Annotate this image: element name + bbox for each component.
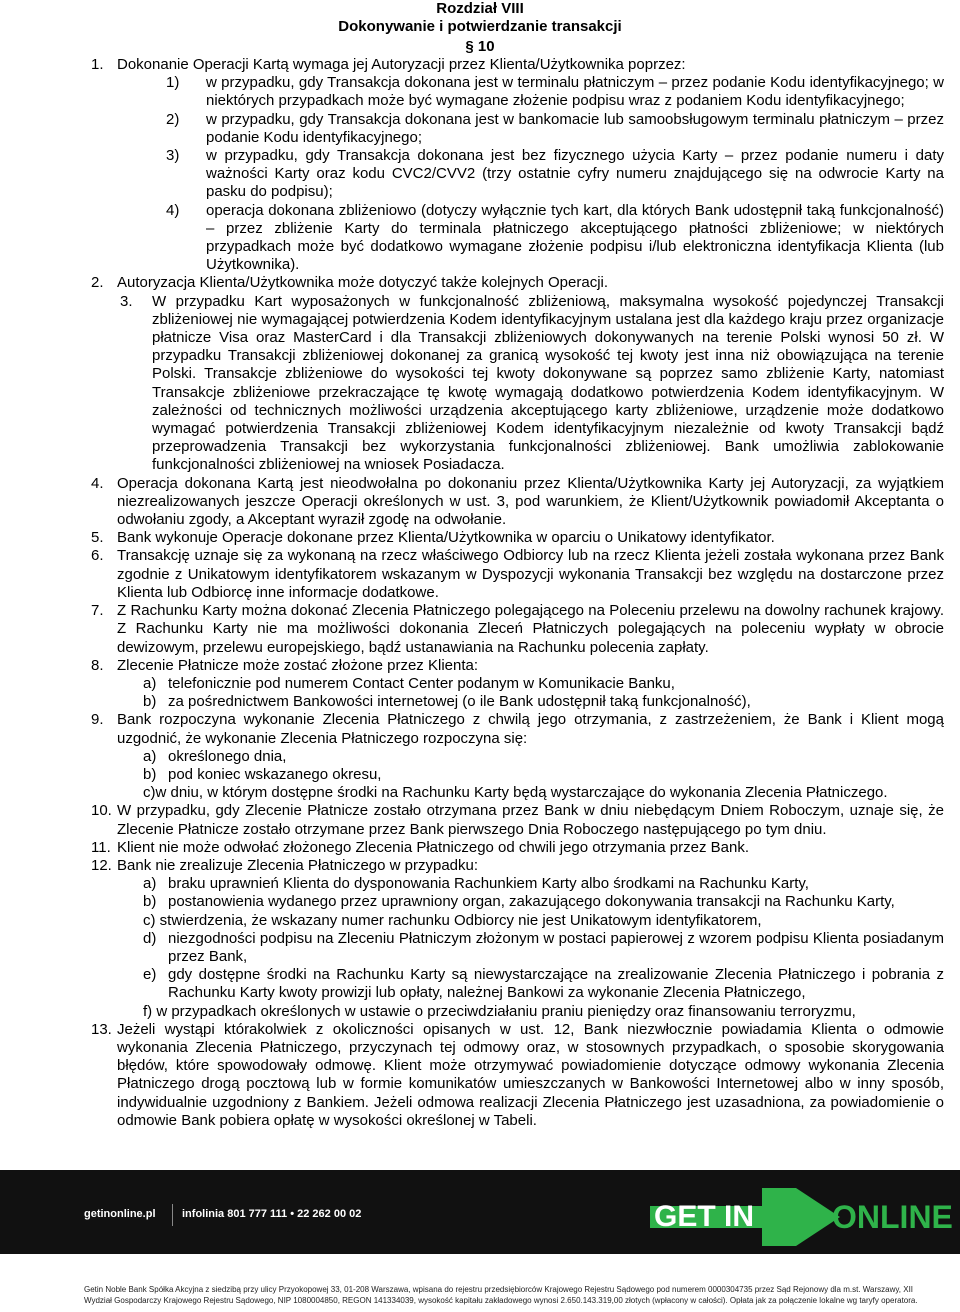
list-item: d) niezgodności podpisu na Zleceniu Płatniczym złożonym w postaci papierowej z wzorem podpisu Klienta posiadanym przez Bank, [143, 929, 944, 965]
list-item: 11. Klient nie może odwołać złożonego Zlecenia Płatniczego od chwili jego otrzymania przez Bank. [91, 838, 750, 856]
logo-text-online: ONLINE [832, 1199, 953, 1235]
list-item: b) pod koniec wskazanego okresu, [143, 765, 382, 783]
list-item: a) telefonicznie pod numerem Contact Center podanym w Komunikacie Banku, [143, 674, 675, 692]
list-item: c) stwierdzenia, że wskazany numer rachunku Odbiorcy nie jest Unikatowym identyfikatorem, [143, 911, 762, 929]
list-item: 4. Operacja dokonana Kartą jest nieodwołalna po dokonaniu przez Klienta/Użytkownika Karty jej Autoryzacji, za wyjątkiem niezrealizowanych jeszcze Operacji określonych w ust. 3, pod warunkiem, że Klient/Użytkownik powiadomił Akceptanta o odwołaniu zgody, a Akceptant wyraził zgodę na odwołanie. [91, 474, 944, 529]
footer-site-link[interactable]: getinonline.pl [84, 1208, 156, 1220]
legal-line: Wydział Gospodarczy Krajowego Rejestru Sądowego, NIP 1080004850, REGON 141334039, wysokość kapitału zakładowego wynosi 2.650.143.319,00 złotych (wpłacony w całości). Opłata jak za połączenie lokalne wg taryfy operatora. [84, 1296, 918, 1305]
list-item: 9. Bank rozpoczyna wykonanie Zlecenia Płatniczego z chwilą jego otrzymania, z zastrzeżeniem, że Bank i Klient mogą uzgodnić, że wykonanie Zlecenia Płatniczego rozpoczyna się: [91, 711, 944, 747]
list-item: e) gdy dostępne środki na Rachunku Karty są niewystarczające na zrealizowanie Zlecenia Płatniczego i pobrania z Rachunku Karty kwoty prowizji lub opłaty, należnej Bankowi za wykonanie Zlecenia Płatniczego, [143, 966, 944, 1002]
list-item: 1. Dokonanie Operacji Kartą wymaga jej Autoryzacji przez Klienta/Użytkownika poprzez: [91, 56, 686, 73]
list-item: 6. Transakcję uznaje się za wykonaną na rzecz właściwego Odbiorcy lub na rzecz Klienta jeżeli została wykonana przez Bank zgodnie z Unikatowym identyfikatorem wskazanym w Dyspozycji wykonania Transakcji bez względu na dostarczone przez Klienta lub Odbiorcę inne informacje dodatkowe. [91, 547, 944, 601]
footer-hotline: infolinia 801 777 111 • 22 262 00 02 [182, 1208, 362, 1220]
list-item: 3. W przypadku Kart wyposażonych w funkcjonalność zbliżeniową, maksymalna wysokość pojedynczej Transakcji zbliżeniowej nie wymagającej potwierdzenia Kodem identyfikacyjnym ustalana jest dla każdego kraju przez organizacje płatnicze Visa oraz MasterCard i dla Transakcji zbliżeniowych dokonywanych na terenie Polski wynosi 50 zł. W przypadku Transakcji zbliżeniowej dokonanej za granicą wysokość tej kwoty jest inna niż obowiązująca na terenie Polski. Transakcje zbliżeniowe do wysokości tej kwoty dokonywane są poprzez samo zbliżenie Karty, natomiast Transakcje zbliżeniowe przekraczające tę kwotę wymagają dodatkowo potwierdzenia Kodem identyfikacyjnym. W zależności od technicznych możliwości urządzenia akceptującego karty zbliżeniowe, urządzenie może dodatkowo wymagać potwierdzenia Transakcji zbliżeniowej Kodem identyfikacyjnym niezależnie od kwoty Transakcji bądź przeprowadzenia Transakcji bez wykorzystania funkcjonalności zbliżeniowej. Bank umożliwia zablokowanie funkcjonalności zbliżeniowej na wniosek Posiadacza. [120, 292, 944, 474]
logo-text-getin: GET IN [654, 1200, 755, 1233]
footer-divider [172, 1204, 173, 1226]
list-item: 1) w przypadku, gdy Transakcja dokonana jest w terminalu płatniczym – przez podanie Kodu identyfikacyjnego; w niektórych przypadkach może być wymagane złożenie podpisu wraz z podaniem Kodu identyfikacyjnego; [166, 74, 944, 110]
getin-online-logo [650, 1184, 960, 1255]
list-item: 3) w przypadku, gdy Transakcja dokonana jest bez fizycznego użycia Karty – przez podanie numeru i daty ważności Karty oraz kodu CVC2/CVV2 (trzy ostatnie cyfry numeru znajdującego się na odwrocie Karty na pasku do podpisu); [166, 147, 944, 201]
list-item: 13. Jeżeli wystąpi którakolwiek z okoliczności opisanych w ust. 12, Bank niezwłocznie powiadamia Klienta o odmowie wykonania Zlecenia Płatniczego, przyczynach tej odmowy oraz, w stosownych przypadkach, o sposobie skorygowania błędów, które spowodowały odmowę. Klient może otrzymywać powiadomienie dotyczące odmowy wykonania Zlecenia Płatniczego drogą pocztową lub w formie komunikatów umieszczanych w Bankowości Internetowej albo w inny sposób, indywidualnie uzgodniony z Bankiem. Jeżeli odmowa realizacji Zlecenia Płatniczego jest uzasadniona, za powiadomienie o odmowie Bank pobiera opłatę w wysokości określonej w Tabeli. [91, 1020, 944, 1129]
list-item: 5. Bank wykonuje Operacje dokonane przez Klienta/Użytkownika w oparciu o Unikatowy identyfikator. [91, 529, 775, 547]
list-item: b) postanowienia wydanego przez uprawniony organ, zakazującego dokonywania transakcji na Rachunku Karty, [143, 893, 895, 911]
list-item: b) za pośrednictwem Bankowości internetowej (o ile Bank udostępnił taką funkcjonalność), [143, 693, 751, 711]
list-item: f) w przypadkach określonych w ustawie o przeciwdziałaniu praniu pieniędzy oraz finansowaniu terroryzmu, [143, 1002, 856, 1020]
list-item: 2) w przypadku, gdy Transakcja dokonana jest w bankomacie lub samoobsługowym terminalu płatniczym – przez podanie Kodu identyfikacyjnego; [166, 110, 944, 146]
chapter-title: Dokonywanie i potwierdzanie transakcji [338, 18, 622, 35]
legal-line: Getin Noble Bank Spółka Akcyjna z siedzibą przy ulicy Przyokopowej 33, 01-208 Warszawa, wpisana do rejestru przedsiębiorców Krajowego Rejestru Sądowego pod numerem 0000304735 przez Sąd Rejonowy dla m.st. Warszawy, XII [84, 1285, 914, 1294]
list-item: a) braku uprawnień Klienta do dysponowania Rachunkiem Karty albo środkami na Rachunku Karty, [143, 875, 809, 893]
legal-notice [84, 1284, 954, 1306]
list-item: 12. Bank nie zrealizuje Zlecenia Płatniczego w przypadku: [91, 856, 479, 874]
list-item: c)w dniu, w którym dostępne środki na Rachunku Karty będą wystarczające do wykonania Zlecenia Płatniczego. [143, 784, 888, 802]
list-item: 2. Autoryzacja Klienta/Użytkownika może dotyczyć także kolejnych Operacji. [91, 274, 609, 292]
list-item: a) określonego dnia, [143, 747, 287, 765]
list-item: 8. Zlecenie Płatnicze może zostać złożone przez Klienta: [91, 656, 479, 674]
list-item: 7. Z Rachunku Karty można dokonać Zlecenia Płatniczego polegającego na Poleceniu przelewu na dowolny rachunek krajowy. Z Rachunku Karty nie ma możliwości dokonania Zleceń Płatniczych polegających na poleceniu wypłaty w obrocie dewizowym, przelewu europejskiego, bądź ustanawiania na Rachunku polecenia zapłaty. [91, 602, 944, 656]
section-number: § 10 [465, 38, 495, 55]
list-item: 4) operacja dokonana zbliżeniowo (dotyczy wyłącznie tych kart, dla których Bank udostępnił taką funkcjonalność) – przez zbliżenie Karty do terminala płatniczego akceptującego płatności zbliżeniowe; w niektórych przypadkach może być dodatkowo wymagane złożenie podpisu i/lub elektroniczna identyfikacja Klienta (lub Użytkownika). [166, 201, 944, 274]
chapter-heading: Rozdział VIII [436, 0, 524, 17]
logo-svg [650, 1184, 960, 1250]
document-body [0, 56, 960, 1130]
list-item: 10. W przypadku, gdy Zlecenie Płatnicze zostało otrzymana przez Bank w dniu niebędącym Dniem Roboczym, uznaje się, że Zlecenie Płatnicze zostało otrzymane przez Bank pierwszego Dnia Roboczego następującego po tym dniu. [91, 802, 944, 838]
footer-banner [0, 1170, 960, 1254]
